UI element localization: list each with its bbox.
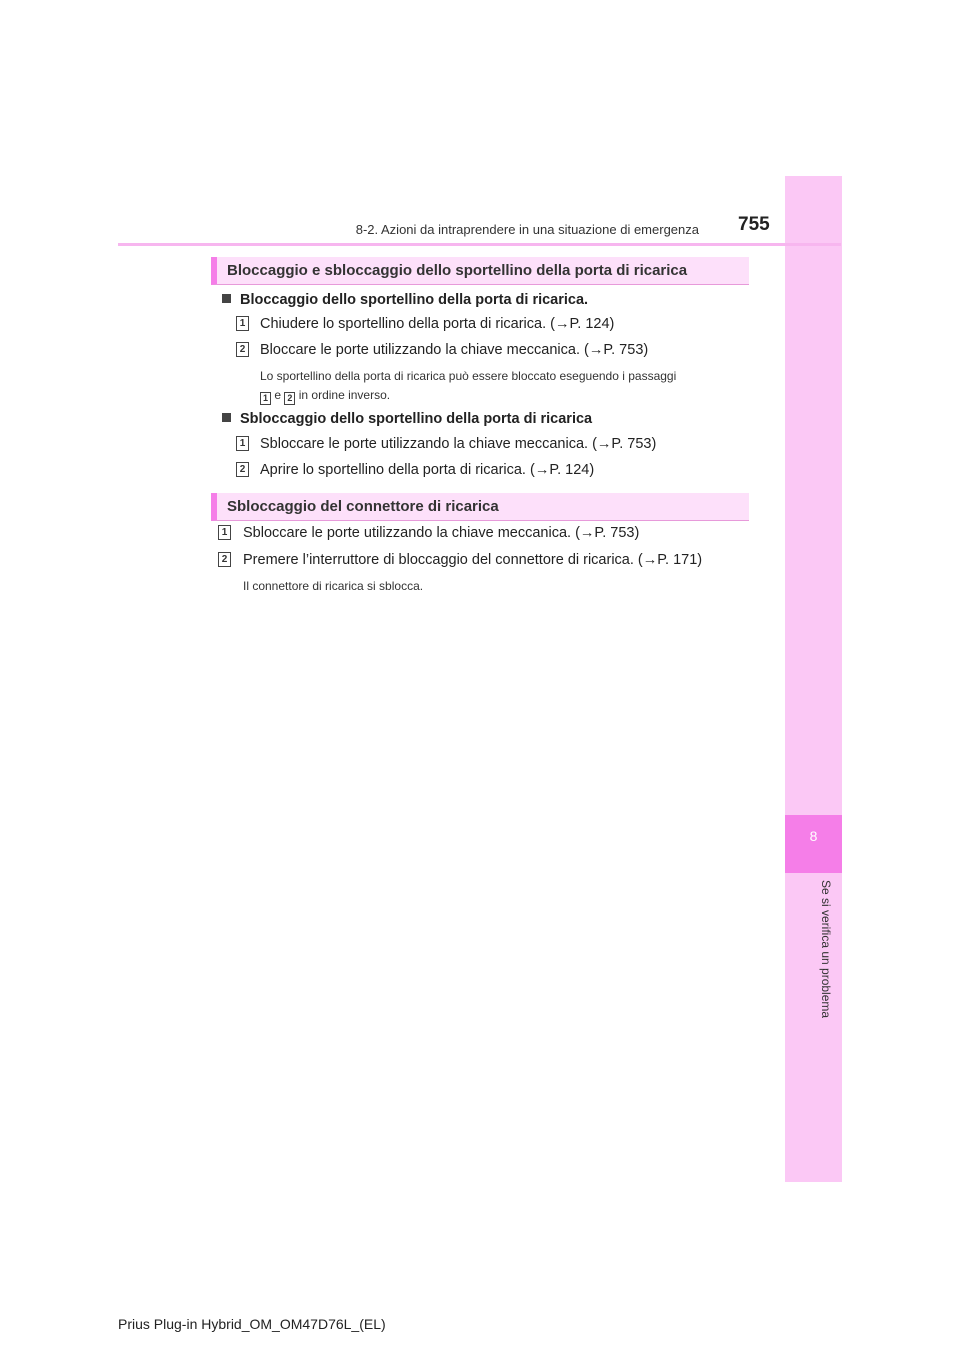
step-text: Sbloccare le porte utilizzando la chiave meccanica. (→P. 753): [260, 436, 657, 452]
chapter-tab-strip: [785, 176, 842, 1182]
subheading-locking: Bloccaggio dello sportellino della porta di ricarica.: [222, 292, 588, 308]
locking-note-line2: 1 e 2 in ordine inverso.: [260, 388, 560, 405]
step-number: 2: [236, 462, 249, 477]
step-text: Bloccare le porte utilizzando la chiave meccanica. (→P. 753): [260, 342, 649, 358]
step-number: 2: [284, 392, 295, 405]
step-number: 2: [236, 342, 249, 357]
page-number: 755: [738, 214, 770, 235]
step-text: Aprire lo sportellino della porta di ricarica. (→P. 124): [260, 462, 595, 478]
section-header: 8-2. Azioni da intraprendere in una situazione di emergenza: [355, 222, 699, 237]
step-number: 1: [260, 392, 271, 405]
step-text: Chiudere lo sportellino della porta di ricarica. (→P. 124): [260, 316, 615, 332]
step-text: Sbloccare le porte utilizzando la chiave meccanica. (→P. 753): [243, 525, 640, 541]
footer-model: Prius Plug-in Hybrid_OM_OM47D76L_(EL): [118, 1316, 386, 1332]
header-divider: [118, 243, 841, 246]
step-number: 1: [236, 436, 249, 451]
square-bullet-icon: [222, 294, 231, 303]
step-number: 1: [236, 316, 249, 331]
step-text: Premere l’interruttore di bloccaggio del connettore di ricarica. (→P. 171): [243, 552, 703, 568]
locking-note-line1: Lo sportellino della porta di ricarica può essere bloccato eseguendo i passaggi: [260, 369, 677, 383]
section-heading-connector: Sbloccaggio del connettore di ricarica: [211, 493, 749, 521]
step-number: 2: [218, 552, 231, 567]
square-bullet-icon: [222, 413, 231, 422]
connector-note: Il connettore di ricarica si sblocca.: [243, 579, 424, 593]
chapter-number: 8: [809, 828, 818, 844]
chapter-title: Se si verifica un problema: [819, 880, 833, 1019]
section-heading-charging-door: Bloccaggio e sbloccaggio dello sportellino della porta di ricarica: [211, 257, 749, 285]
chapter-tab-active: [785, 815, 842, 873]
step-number: 1: [218, 525, 231, 540]
subheading-unlocking: Sbloccaggio dello sportellino della porta di ricarica: [222, 411, 592, 427]
